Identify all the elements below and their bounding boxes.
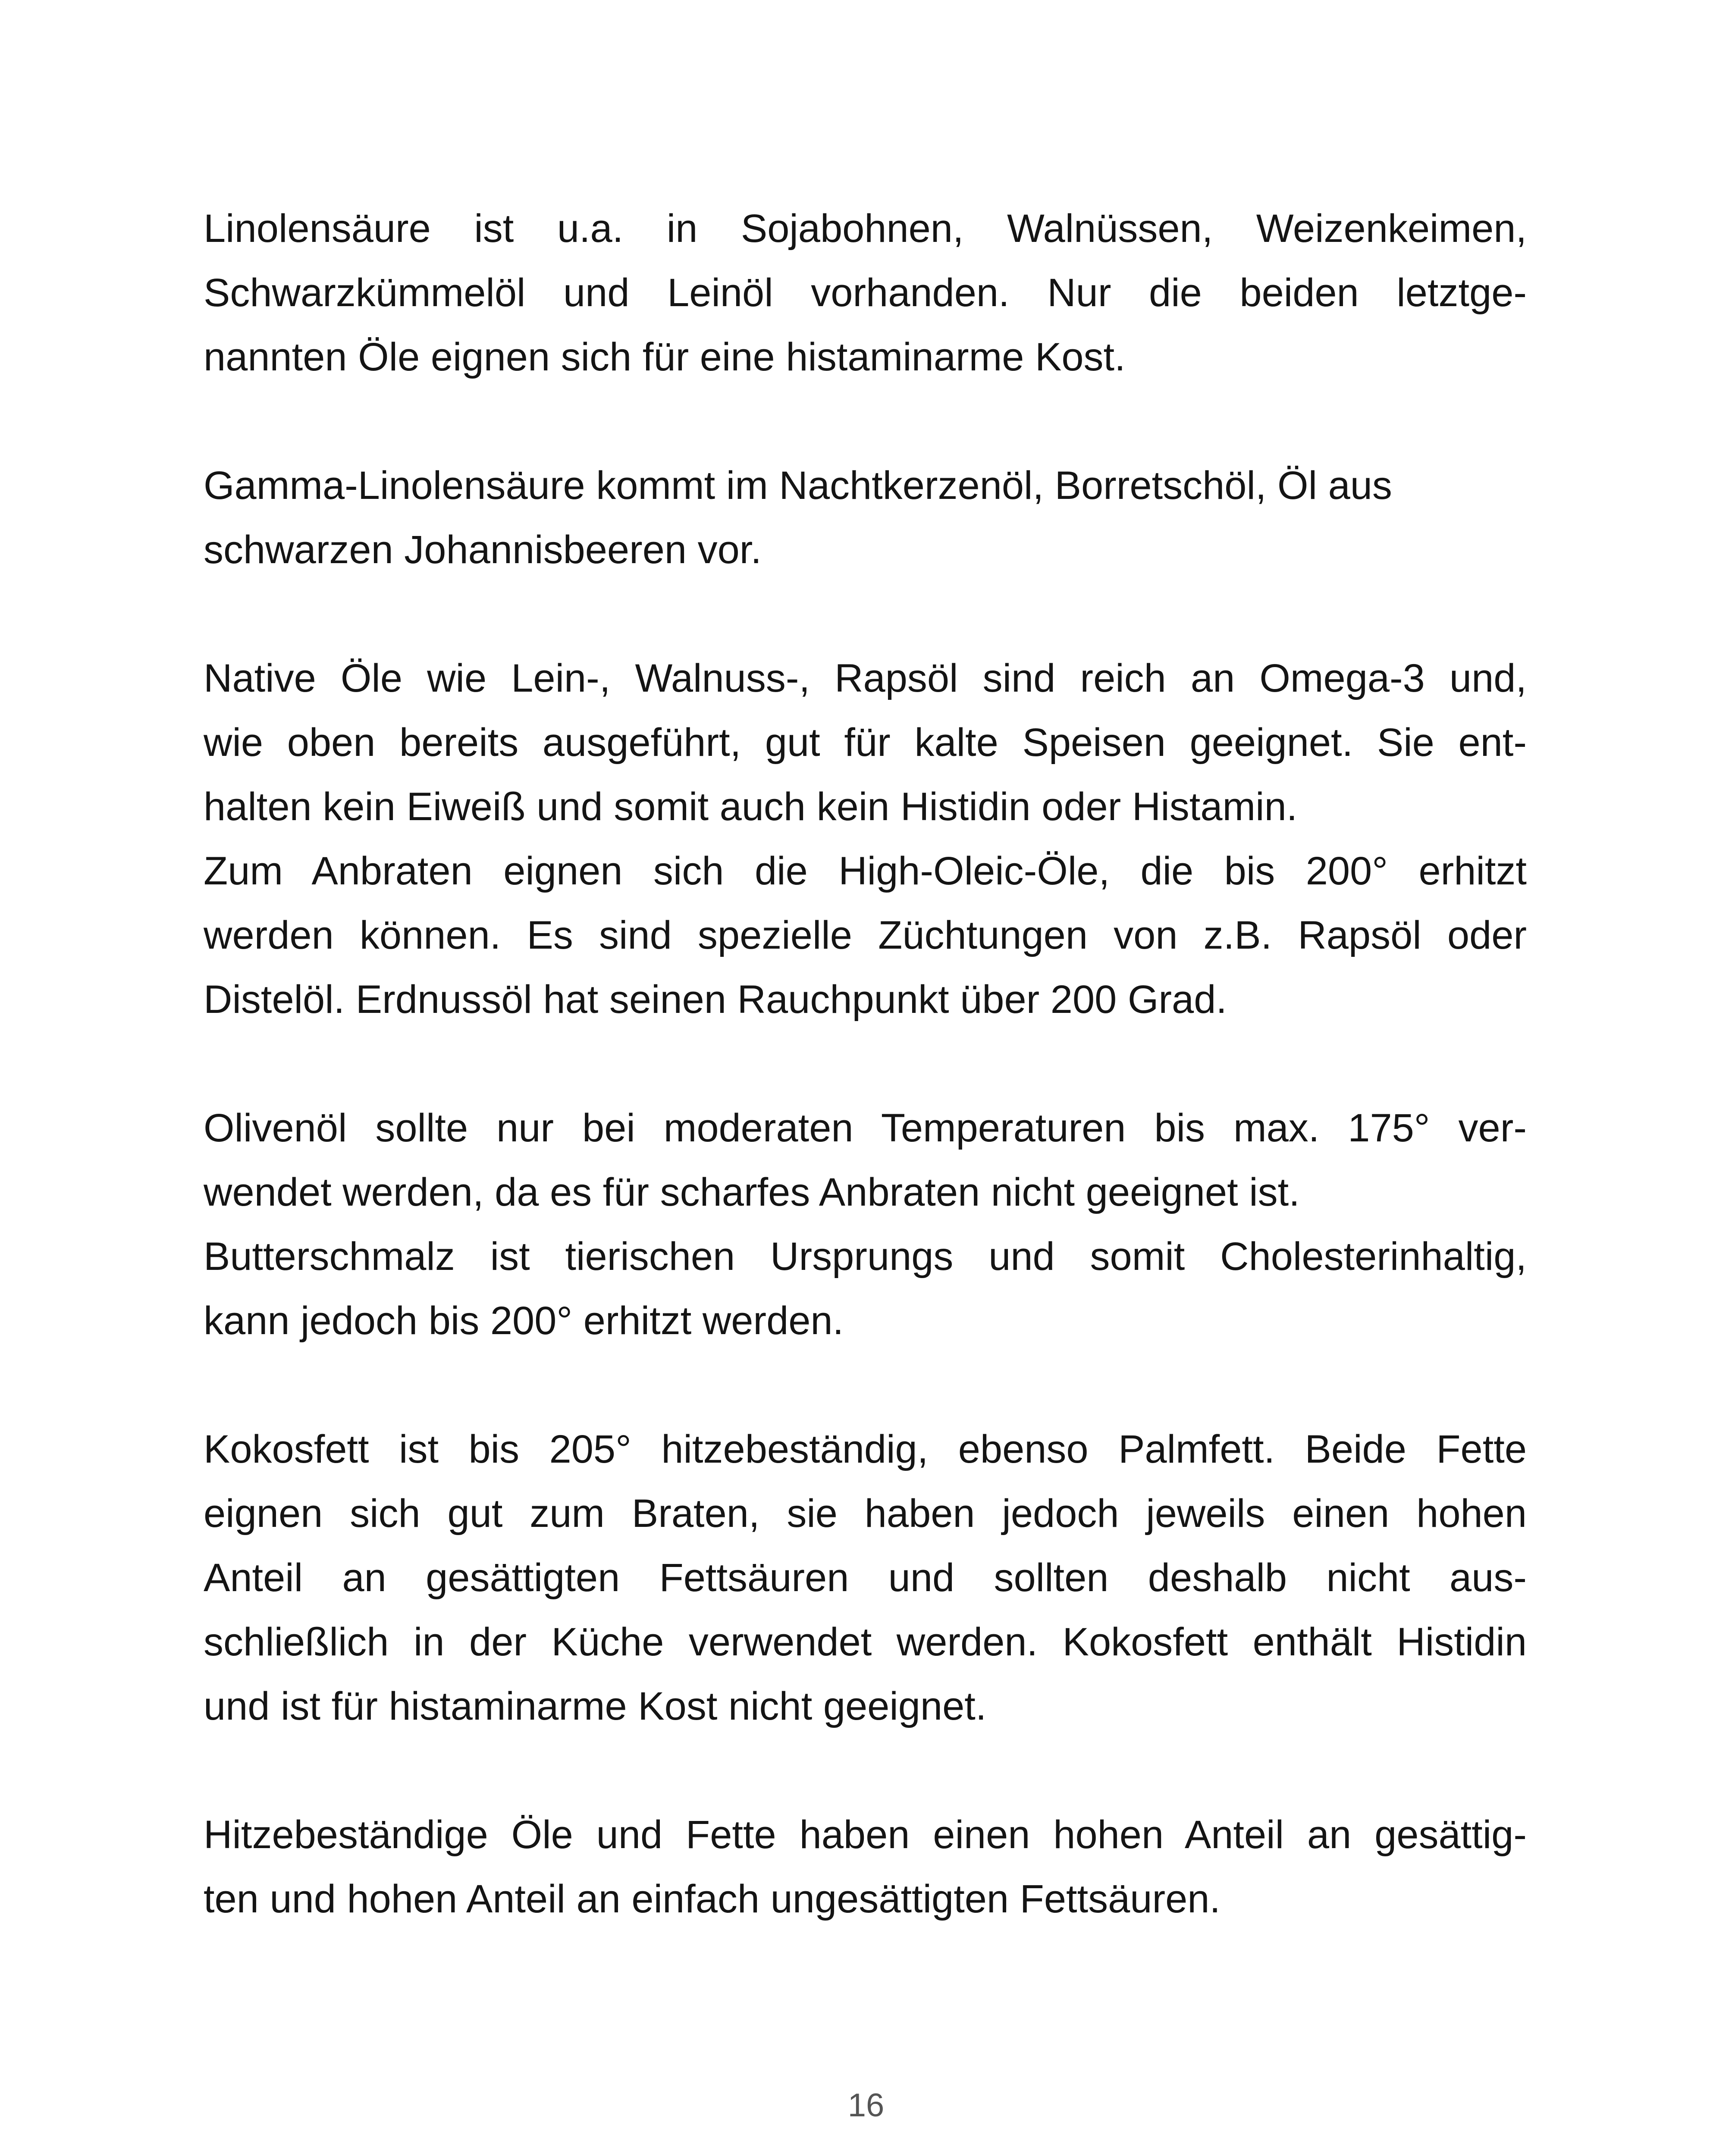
text-line: schwarzen Johannisbeeren vor. [204, 528, 762, 572]
text-line: Butterschmalz ist tierischen Ursprungs und somit Cholesterinhaltig, [204, 1235, 1527, 1279]
page-number: 16 [847, 2087, 885, 2124]
text-line: ten und hohen Anteil an einfach ungesättigten Fettsäuren. [204, 1877, 1221, 1921]
text-line: und ist für histaminarme Kost nicht geeignet. [204, 1684, 987, 1728]
text-line: Kokosfett ist bis 205° hitzebeständig, ebenso Palmfett. Beide Fette [204, 1427, 1527, 1471]
body-text [204, 197, 1527, 1996]
paragraph-hitzebestaendige-oele [204, 1803, 1527, 1931]
text-line: Anteil an gesättigten Fettsäuren und sollten deshalb nicht aus- [204, 1556, 1527, 1600]
paragraph-native-oele [204, 646, 1527, 1032]
text-line: wie oben bereits ausgeführt, gut für kalte Speisen geeignet. Sie ent- [204, 721, 1527, 765]
text-line: halten kein Eiweiß und somit auch kein Histidin oder Histamin. [204, 785, 1298, 829]
text-line: nannten Öle eignen sich für eine histaminarme Kost. [204, 335, 1126, 379]
text-line: Zum Anbraten eignen sich die High-Oleic-Öle, die bis 200° erhitzt [204, 849, 1527, 893]
text-line: kann jedoch bis 200° erhitzt werden. [204, 1299, 844, 1343]
text-line: wendet werden, da es für scharfes Anbraten nicht geeignet ist. [204, 1170, 1300, 1214]
text-line: werden können. Es sind spezielle Züchtungen von z.B. Rapsöl oder [204, 913, 1527, 957]
paragraph-kokosfett [204, 1417, 1527, 1739]
text-line: eignen sich gut zum Braten, sie haben jedoch jeweils einen hohen [204, 1492, 1527, 1536]
text-line: Olivenöl sollte nur bei moderaten Temperaturen bis max. 175° ver- [204, 1106, 1527, 1150]
paragraph-linolensaeure [204, 197, 1527, 389]
paragraph-gamma-linolensaeure [204, 454, 1527, 582]
text-line: Native Öle wie Lein-, Walnuss-, Rapsöl sind reich an Omega-3 und, [204, 656, 1527, 700]
text-line: Distelöl. Erdnussöl hat seinen Rauchpunkt über 200 Grad. [204, 978, 1227, 1022]
text-line: Hitzebeständige Öle und Fette haben einen hohen Anteil an gesättig- [204, 1813, 1527, 1857]
text-line: schließlich in der Küche verwendet werden. Kokosfett enthält Histidin [204, 1620, 1527, 1664]
text-line: Gamma-Linolensäure kommt im Nachtkerzenöl, Borretschöl, Öl aus [204, 464, 1392, 508]
text-line: Schwarzkümmelöl und Leinöl vorhanden. Nur die beiden letztge- [204, 271, 1527, 315]
text-line: Linolensäure ist u.a. in Sojabohnen, Walnüssen, Weizenkeimen, [204, 207, 1527, 251]
paragraph-olivenoel [204, 1096, 1527, 1353]
